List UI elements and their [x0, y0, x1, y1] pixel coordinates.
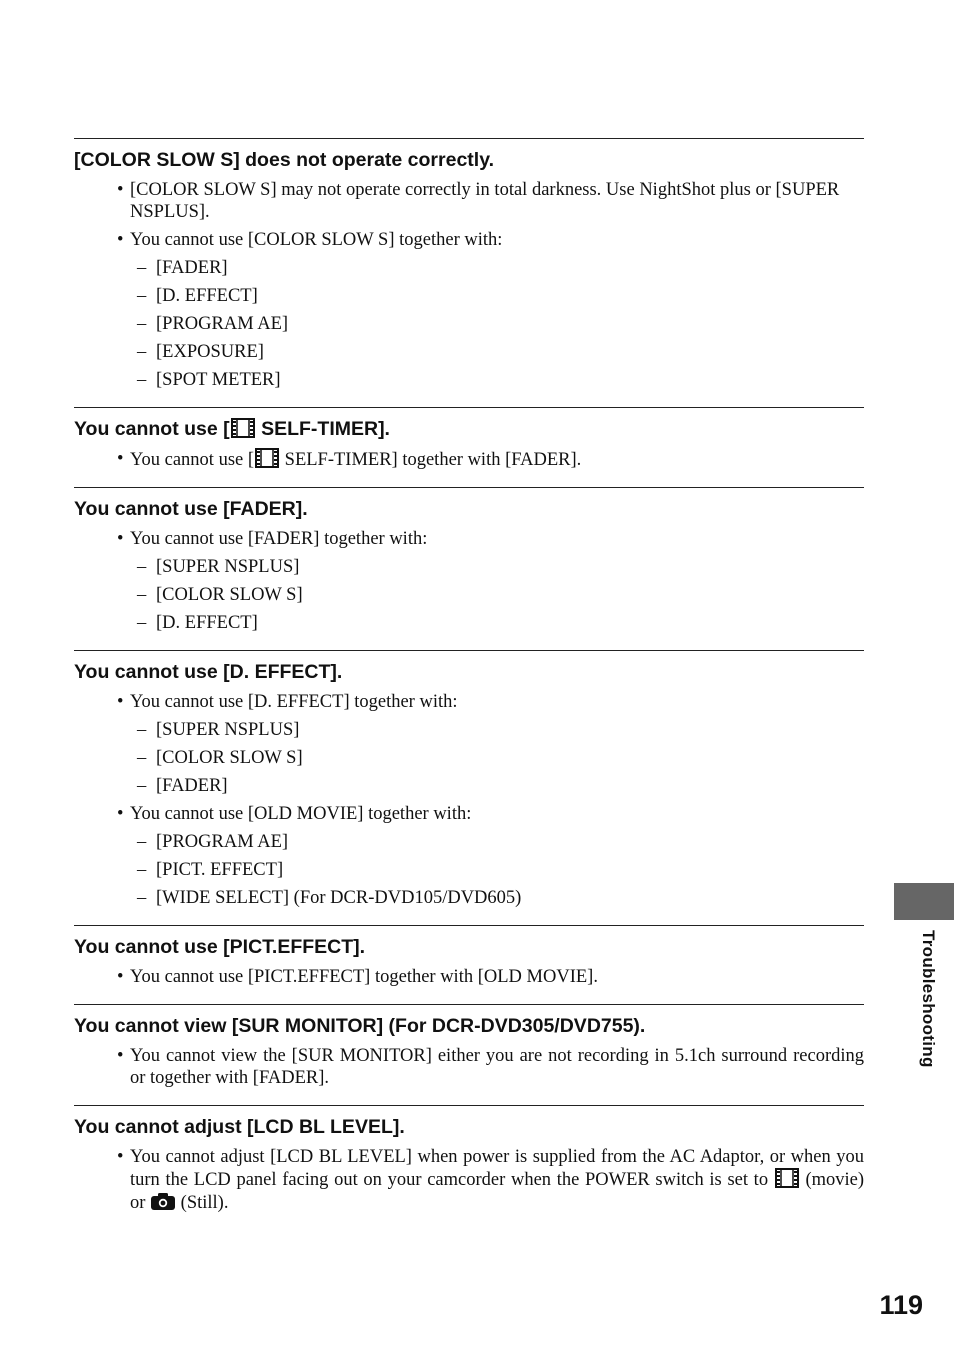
- section-heading: You cannot use [D. EFFECT].: [74, 661, 343, 683]
- dash-item: – [COLOR SLOW S]: [74, 747, 864, 769]
- dash-item: – [SUPER NSPLUS]: [74, 719, 864, 741]
- section-heading: [74, 417, 864, 441]
- dash-item: – [PROGRAM AE]: [74, 313, 864, 335]
- section-heading: You cannot use [PICT.EFFECT].: [74, 936, 366, 958]
- dash-item: – [SUPER NSPLUS]: [74, 556, 864, 578]
- section-lcd-bl-level: [74, 1105, 864, 1230]
- dash-item: – [D. EFFECT]: [74, 285, 864, 307]
- section-self-timer: [74, 407, 864, 487]
- section-color-slow-s: [74, 138, 864, 407]
- section-sur-monitor: [74, 1004, 864, 1105]
- bullet-item: • You cannot use [FADER] together with:: [74, 528, 864, 550]
- section-heading: You cannot view [SUR MONITOR] (For DCR-DVD305/DVD755).: [74, 1015, 646, 1037]
- section-heading: You cannot adjust [LCD BL LEVEL].: [74, 1116, 405, 1138]
- dash-item: – [PROGRAM AE]: [74, 831, 864, 853]
- bullet-item: • [COLOR SLOW S] may not operate correctly in total darkness. Use NightShot plus or [SUPER NSPLUS].: [74, 179, 864, 223]
- bullet-text: You cannot adjust [LCD BL LEVEL] when power is supplied from the AC Adaptor, or when you turn the LCD panel facing out on your camcorder when the POWER switch is set to: [130, 1147, 864, 1190]
- bullet-text: (movie) or: [130, 1170, 865, 1213]
- bullet-item: • You cannot view the [SUR MONITOR] either you are not recording in 5.1ch surround recording or together with [FADER].: [74, 1045, 864, 1089]
- film-strip-icon: [230, 418, 256, 438]
- camera-icon: [150, 1191, 176, 1211]
- heading-text: You cannot use [: [74, 418, 230, 440]
- bullet-item: [74, 1146, 864, 1214]
- bullet-text: SELF-TIMER] together with [FADER].: [280, 450, 582, 470]
- section-fader: [74, 487, 864, 650]
- bullet-text: (Still).: [176, 1193, 229, 1213]
- bullet-item: • You cannot use [OLD MOVIE] together with:: [74, 803, 864, 825]
- dash-item: – [D. EFFECT]: [74, 612, 864, 634]
- heading-text: SELF-TIMER].: [255, 418, 390, 440]
- dash-item: – [COLOR SLOW S]: [74, 584, 864, 606]
- bullet-item: • You cannot use [D. EFFECT] together with:: [74, 691, 864, 713]
- dash-item: – [FADER]: [74, 775, 864, 797]
- film-strip-icon: [774, 1168, 800, 1188]
- section-d-effect: [74, 650, 864, 925]
- dash-item: – [FADER]: [74, 257, 864, 279]
- section-pict-effect: [74, 925, 864, 1004]
- section-heading: You cannot use [FADER].: [74, 498, 308, 520]
- section-heading: [COLOR SLOW S] does not operate correctly.: [74, 149, 495, 171]
- bullet-item: • You cannot use [COLOR SLOW S] together with:: [74, 229, 864, 251]
- dash-item: – [EXPOSURE]: [74, 341, 864, 363]
- side-tab-label: Troubleshooting: [919, 930, 938, 1068]
- dash-item: – [WIDE SELECT] (For DCR-DVD105/DVD605): [74, 887, 864, 909]
- film-strip-icon: [254, 448, 280, 468]
- bullet-text: You cannot use [: [130, 450, 255, 470]
- side-tab-marker: [894, 883, 954, 920]
- bullet-item: [74, 448, 864, 471]
- page-content: [74, 138, 864, 1230]
- dash-item: – [PICT. EFFECT]: [74, 859, 864, 881]
- page-number: 119: [879, 1290, 923, 1320]
- bullet-item: • You cannot use [PICT.EFFECT] together with [OLD MOVIE].: [74, 966, 864, 988]
- dash-item: – [SPOT METER]: [74, 369, 864, 391]
